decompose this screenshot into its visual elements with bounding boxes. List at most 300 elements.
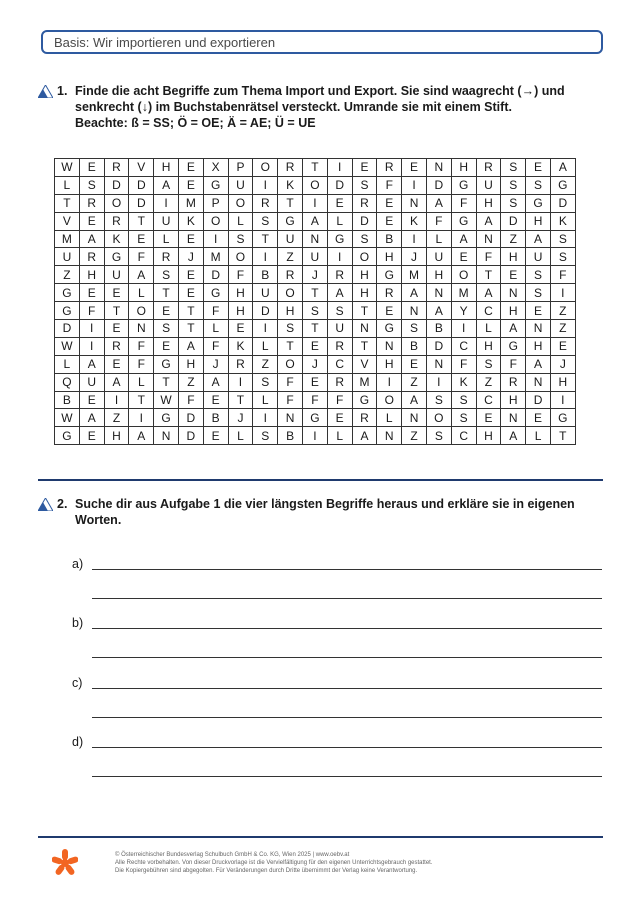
grid-cell[interactable]: N	[377, 427, 402, 445]
grid-cell[interactable]: E	[203, 427, 228, 445]
grid-cell[interactable]: H	[426, 266, 451, 284]
grid-cell[interactable]: S	[302, 302, 327, 320]
grid-cell[interactable]: J	[302, 355, 327, 373]
grid-cell[interactable]: R	[327, 266, 352, 284]
grid-cell[interactable]: Q	[55, 373, 80, 391]
grid-cell[interactable]: R	[476, 159, 501, 177]
grid-cell[interactable]: E	[104, 284, 129, 302]
grid-cell[interactable]: S	[550, 230, 575, 248]
grid-cell[interactable]: S	[501, 159, 526, 177]
grid-cell[interactable]: D	[55, 320, 80, 338]
grid-cell[interactable]: I	[154, 194, 179, 212]
grid-cell[interactable]: B	[377, 230, 402, 248]
grid-cell[interactable]: O	[426, 409, 451, 427]
grid-cell[interactable]: A	[426, 302, 451, 320]
grid-cell[interactable]: R	[79, 248, 104, 266]
grid-cell[interactable]: J	[178, 248, 203, 266]
grid-cell[interactable]: G	[154, 409, 179, 427]
grid-cell[interactable]: S	[402, 320, 427, 338]
grid-cell[interactable]: E	[203, 391, 228, 409]
grid-cell[interactable]: R	[377, 284, 402, 302]
grid-cell[interactable]: K	[104, 230, 129, 248]
grid-cell[interactable]: F	[476, 248, 501, 266]
grid-cell[interactable]: B	[278, 427, 303, 445]
grid-cell[interactable]: T	[352, 337, 377, 355]
grid-cell[interactable]: S	[352, 230, 377, 248]
grid-cell[interactable]: N	[278, 409, 303, 427]
grid-cell[interactable]: S	[154, 320, 179, 338]
grid-cell[interactable]: F	[203, 337, 228, 355]
grid-cell[interactable]: O	[228, 248, 253, 266]
grid-cell[interactable]: S	[526, 266, 551, 284]
grid-cell[interactable]: J	[228, 409, 253, 427]
grid-cell[interactable]: M	[402, 266, 427, 284]
grid-cell[interactable]: E	[129, 230, 154, 248]
writing-line[interactable]	[92, 569, 602, 570]
grid-cell[interactable]: N	[501, 409, 526, 427]
grid-cell[interactable]: A	[426, 194, 451, 212]
grid-cell[interactable]: E	[302, 337, 327, 355]
grid-cell[interactable]: A	[79, 409, 104, 427]
grid-cell[interactable]: P	[203, 194, 228, 212]
grid-cell[interactable]: D	[327, 176, 352, 194]
grid-cell[interactable]: K	[402, 212, 427, 230]
grid-cell[interactable]: E	[327, 194, 352, 212]
grid-cell[interactable]: N	[426, 355, 451, 373]
grid-cell[interactable]: I	[426, 373, 451, 391]
grid-cell[interactable]: S	[451, 409, 476, 427]
grid-cell[interactable]: E	[178, 176, 203, 194]
grid-cell[interactable]: T	[550, 427, 575, 445]
grid-cell[interactable]: O	[228, 194, 253, 212]
grid-cell[interactable]: Y	[451, 302, 476, 320]
grid-cell[interactable]: M	[178, 194, 203, 212]
grid-cell[interactable]: H	[377, 248, 402, 266]
grid-cell[interactable]: F	[451, 355, 476, 373]
grid-cell[interactable]: Z	[402, 427, 427, 445]
grid-cell[interactable]: S	[426, 427, 451, 445]
grid-cell[interactable]: C	[451, 337, 476, 355]
grid-cell[interactable]: K	[550, 212, 575, 230]
grid-cell[interactable]: I	[203, 230, 228, 248]
grid-cell[interactable]: E	[302, 373, 327, 391]
grid-cell[interactable]: C	[476, 391, 501, 409]
grid-cell[interactable]: O	[253, 159, 278, 177]
grid-cell[interactable]: G	[55, 427, 80, 445]
grid-cell[interactable]: T	[278, 194, 303, 212]
grid-cell[interactable]: H	[550, 373, 575, 391]
grid-cell[interactable]: T	[178, 302, 203, 320]
grid-cell[interactable]: H	[526, 212, 551, 230]
grid-cell[interactable]: R	[327, 337, 352, 355]
grid-cell[interactable]: C	[327, 355, 352, 373]
grid-cell[interactable]: N	[402, 194, 427, 212]
grid-cell[interactable]: E	[377, 302, 402, 320]
grid-cell[interactable]: R	[104, 212, 129, 230]
grid-cell[interactable]: J	[550, 355, 575, 373]
grid-cell[interactable]: Z	[501, 230, 526, 248]
grid-cell[interactable]: Z	[550, 320, 575, 338]
grid-cell[interactable]: F	[278, 391, 303, 409]
grid-cell[interactable]: S	[526, 284, 551, 302]
grid-cell[interactable]: F	[129, 355, 154, 373]
grid-cell[interactable]: I	[451, 320, 476, 338]
grid-cell[interactable]: L	[327, 212, 352, 230]
grid-cell[interactable]: F	[129, 337, 154, 355]
grid-cell[interactable]: G	[377, 266, 402, 284]
grid-cell[interactable]: A	[501, 427, 526, 445]
grid-cell[interactable]: A	[526, 230, 551, 248]
grid-cell[interactable]: E	[178, 266, 203, 284]
grid-cell[interactable]: F	[377, 176, 402, 194]
grid-cell[interactable]: F	[79, 302, 104, 320]
grid-cell[interactable]: R	[253, 194, 278, 212]
grid-cell[interactable]: I	[327, 159, 352, 177]
grid-cell[interactable]: G	[203, 176, 228, 194]
grid-cell[interactable]: G	[526, 194, 551, 212]
grid-cell[interactable]: K	[228, 337, 253, 355]
grid-cell[interactable]: E	[377, 194, 402, 212]
grid-cell[interactable]: N	[526, 320, 551, 338]
grid-cell[interactable]: L	[526, 427, 551, 445]
grid-cell[interactable]: G	[352, 391, 377, 409]
grid-cell[interactable]: R	[278, 266, 303, 284]
grid-cell[interactable]: I	[253, 176, 278, 194]
grid-cell[interactable]: D	[550, 194, 575, 212]
grid-cell[interactable]: H	[476, 194, 501, 212]
grid-cell[interactable]: G	[501, 337, 526, 355]
grid-cell[interactable]: N	[302, 230, 327, 248]
grid-cell[interactable]: I	[79, 320, 104, 338]
grid-cell[interactable]: S	[476, 355, 501, 373]
grid-cell[interactable]: X	[203, 159, 228, 177]
grid-cell[interactable]: H	[104, 427, 129, 445]
grid-cell[interactable]: U	[526, 248, 551, 266]
grid-cell[interactable]: U	[55, 248, 80, 266]
grid-cell[interactable]: N	[154, 427, 179, 445]
grid-cell[interactable]: A	[104, 373, 129, 391]
grid-cell[interactable]: O	[203, 212, 228, 230]
grid-cell[interactable]: H	[278, 302, 303, 320]
grid-cell[interactable]: G	[377, 320, 402, 338]
grid-cell[interactable]: D	[526, 391, 551, 409]
grid-cell[interactable]: W	[55, 409, 80, 427]
grid-cell[interactable]: O	[104, 194, 129, 212]
grid-cell[interactable]: E	[79, 391, 104, 409]
grid-cell[interactable]: I	[550, 391, 575, 409]
grid-cell[interactable]: A	[327, 284, 352, 302]
grid-cell[interactable]: Z	[278, 248, 303, 266]
writing-line[interactable]	[92, 688, 602, 689]
grid-cell[interactable]: R	[501, 373, 526, 391]
grid-cell[interactable]: T	[55, 194, 80, 212]
grid-cell[interactable]: D	[178, 409, 203, 427]
grid-cell[interactable]: I	[550, 284, 575, 302]
writing-line[interactable]	[92, 776, 602, 777]
grid-cell[interactable]: C	[451, 427, 476, 445]
grid-cell[interactable]: E	[178, 230, 203, 248]
grid-cell[interactable]: S	[228, 230, 253, 248]
grid-cell[interactable]: A	[203, 373, 228, 391]
grid-cell[interactable]: S	[253, 427, 278, 445]
grid-cell[interactable]: T	[154, 373, 179, 391]
grid-cell[interactable]: D	[352, 212, 377, 230]
grid-cell[interactable]: A	[451, 230, 476, 248]
grid-cell[interactable]: T	[104, 302, 129, 320]
grid-cell[interactable]: U	[104, 266, 129, 284]
grid-cell[interactable]: L	[203, 320, 228, 338]
grid-cell[interactable]: F	[302, 391, 327, 409]
grid-cell[interactable]: Z	[476, 373, 501, 391]
grid-cell[interactable]: I	[302, 427, 327, 445]
grid-cell[interactable]: D	[501, 212, 526, 230]
grid-cell[interactable]: D	[178, 427, 203, 445]
grid-cell[interactable]: H	[501, 248, 526, 266]
grid-cell[interactable]: T	[476, 266, 501, 284]
grid-cell[interactable]: S	[501, 176, 526, 194]
grid-cell[interactable]: G	[203, 284, 228, 302]
grid-cell[interactable]: I	[402, 176, 427, 194]
grid-cell[interactable]: L	[154, 230, 179, 248]
grid-cell[interactable]: U	[426, 248, 451, 266]
grid-cell[interactable]: E	[526, 302, 551, 320]
grid-cell[interactable]: E	[104, 355, 129, 373]
grid-cell[interactable]: I	[377, 373, 402, 391]
grid-cell[interactable]: T	[302, 284, 327, 302]
writing-line[interactable]	[92, 628, 602, 629]
grid-cell[interactable]: R	[154, 248, 179, 266]
grid-cell[interactable]: N	[129, 320, 154, 338]
grid-cell[interactable]: A	[79, 230, 104, 248]
grid-cell[interactable]: S	[501, 194, 526, 212]
grid-cell[interactable]: U	[79, 373, 104, 391]
grid-cell[interactable]: T	[302, 320, 327, 338]
grid-cell[interactable]: N	[377, 337, 402, 355]
grid-cell[interactable]: C	[476, 302, 501, 320]
grid-cell[interactable]: D	[426, 337, 451, 355]
grid-cell[interactable]: E	[526, 159, 551, 177]
grid-cell[interactable]: F	[278, 373, 303, 391]
grid-cell[interactable]: A	[402, 391, 427, 409]
grid-cell[interactable]: A	[178, 337, 203, 355]
grid-cell[interactable]: V	[55, 212, 80, 230]
grid-cell[interactable]: L	[55, 355, 80, 373]
grid-cell[interactable]: E	[79, 212, 104, 230]
grid-cell[interactable]: K	[451, 373, 476, 391]
grid-cell[interactable]: S	[278, 320, 303, 338]
grid-cell[interactable]: S	[352, 176, 377, 194]
grid-cell[interactable]: N	[352, 320, 377, 338]
grid-cell[interactable]: G	[302, 409, 327, 427]
writing-line[interactable]	[92, 747, 602, 748]
grid-cell[interactable]: G	[104, 248, 129, 266]
grid-cell[interactable]: B	[402, 337, 427, 355]
grid-cell[interactable]: H	[501, 391, 526, 409]
grid-cell[interactable]: O	[377, 391, 402, 409]
grid-cell[interactable]: G	[451, 176, 476, 194]
grid-cell[interactable]: E	[79, 427, 104, 445]
grid-cell[interactable]: W	[55, 159, 80, 177]
grid-cell[interactable]: E	[79, 159, 104, 177]
grid-cell[interactable]: Z	[55, 266, 80, 284]
grid-cell[interactable]: S	[253, 373, 278, 391]
grid-cell[interactable]: S	[327, 302, 352, 320]
grid-cell[interactable]: H	[154, 159, 179, 177]
grid-cell[interactable]: T	[178, 320, 203, 338]
grid-cell[interactable]: A	[476, 284, 501, 302]
grid-cell[interactable]: S	[550, 248, 575, 266]
grid-cell[interactable]: J	[302, 266, 327, 284]
grid-cell[interactable]: I	[253, 320, 278, 338]
grid-cell[interactable]: A	[501, 320, 526, 338]
grid-cell[interactable]: A	[79, 355, 104, 373]
grid-cell[interactable]: I	[327, 248, 352, 266]
grid-cell[interactable]: D	[129, 194, 154, 212]
grid-cell[interactable]: L	[129, 373, 154, 391]
grid-cell[interactable]: Z	[550, 302, 575, 320]
grid-cell[interactable]: D	[104, 176, 129, 194]
grid-cell[interactable]: S	[154, 266, 179, 284]
grid-cell[interactable]: L	[253, 337, 278, 355]
grid-cell[interactable]: T	[129, 212, 154, 230]
grid-cell[interactable]: E	[402, 355, 427, 373]
grid-cell[interactable]: U	[228, 176, 253, 194]
grid-cell[interactable]: D	[253, 302, 278, 320]
grid-cell[interactable]: I	[129, 409, 154, 427]
grid-cell[interactable]: L	[327, 427, 352, 445]
writing-line[interactable]	[92, 598, 602, 599]
grid-cell[interactable]: S	[426, 391, 451, 409]
grid-cell[interactable]: H	[228, 302, 253, 320]
grid-cell[interactable]: R	[228, 355, 253, 373]
grid-cell[interactable]: F	[203, 302, 228, 320]
grid-cell[interactable]: H	[526, 337, 551, 355]
grid-cell[interactable]: S	[451, 391, 476, 409]
grid-cell[interactable]: I	[302, 194, 327, 212]
grid-cell[interactable]: K	[278, 176, 303, 194]
grid-cell[interactable]: H	[501, 302, 526, 320]
grid-cell[interactable]: E	[476, 409, 501, 427]
grid-cell[interactable]: Z	[104, 409, 129, 427]
grid-cell[interactable]: F	[228, 266, 253, 284]
grid-cell[interactable]: Z	[253, 355, 278, 373]
grid-cell[interactable]: G	[278, 212, 303, 230]
grid-cell[interactable]: L	[228, 427, 253, 445]
grid-cell[interactable]: M	[451, 284, 476, 302]
grid-cell[interactable]: D	[426, 176, 451, 194]
grid-cell[interactable]: T	[278, 337, 303, 355]
grid-cell[interactable]: H	[228, 284, 253, 302]
grid-cell[interactable]: U	[278, 230, 303, 248]
grid-cell[interactable]: K	[178, 212, 203, 230]
grid-cell[interactable]: U	[327, 320, 352, 338]
grid-cell[interactable]: I	[402, 230, 427, 248]
grid-cell[interactable]: B	[203, 409, 228, 427]
grid-cell[interactable]: E	[228, 320, 253, 338]
grid-cell[interactable]: G	[327, 230, 352, 248]
grid-cell[interactable]: B	[426, 320, 451, 338]
grid-cell[interactable]: D	[129, 176, 154, 194]
grid-cell[interactable]: R	[79, 194, 104, 212]
grid-cell[interactable]: R	[352, 194, 377, 212]
grid-cell[interactable]: N	[501, 284, 526, 302]
grid-cell[interactable]: E	[451, 248, 476, 266]
grid-cell[interactable]: L	[129, 284, 154, 302]
grid-cell[interactable]: A	[352, 427, 377, 445]
grid-cell[interactable]: E	[154, 302, 179, 320]
grid-cell[interactable]: U	[253, 284, 278, 302]
writing-line[interactable]	[92, 717, 602, 718]
grid-cell[interactable]: I	[104, 391, 129, 409]
grid-cell[interactable]: N	[402, 302, 427, 320]
grid-cell[interactable]: H	[352, 266, 377, 284]
grid-cell[interactable]: E	[327, 409, 352, 427]
grid-cell[interactable]: H	[377, 355, 402, 373]
grid-cell[interactable]: O	[278, 355, 303, 373]
grid-cell[interactable]: G	[451, 212, 476, 230]
grid-cell[interactable]: E	[526, 409, 551, 427]
grid-cell[interactable]: D	[203, 266, 228, 284]
grid-cell[interactable]: V	[352, 355, 377, 373]
grid-cell[interactable]: I	[228, 373, 253, 391]
grid-cell[interactable]: N	[426, 284, 451, 302]
grid-cell[interactable]: R	[377, 159, 402, 177]
grid-cell[interactable]: O	[451, 266, 476, 284]
grid-cell[interactable]: A	[154, 176, 179, 194]
grid-cell[interactable]: F	[451, 194, 476, 212]
grid-cell[interactable]: E	[79, 284, 104, 302]
grid-cell[interactable]: E	[178, 284, 203, 302]
grid-cell[interactable]: O	[129, 302, 154, 320]
grid-cell[interactable]: I	[253, 248, 278, 266]
grid-cell[interactable]: A	[302, 212, 327, 230]
grid-cell[interactable]: F	[550, 266, 575, 284]
grid-cell[interactable]: F	[426, 212, 451, 230]
grid-cell[interactable]: N	[402, 409, 427, 427]
grid-cell[interactable]: A	[526, 355, 551, 373]
grid-cell[interactable]: G	[154, 355, 179, 373]
grid-cell[interactable]: S	[79, 176, 104, 194]
grid-cell[interactable]: S	[526, 176, 551, 194]
grid-cell[interactable]: T	[228, 391, 253, 409]
grid-cell[interactable]: A	[129, 266, 154, 284]
grid-cell[interactable]: G	[550, 409, 575, 427]
grid-cell[interactable]: G	[550, 176, 575, 194]
grid-cell[interactable]: G	[55, 284, 80, 302]
grid-cell[interactable]: V	[129, 159, 154, 177]
grid-cell[interactable]: E	[154, 337, 179, 355]
grid-cell[interactable]: R	[104, 159, 129, 177]
grid-cell[interactable]: H	[476, 427, 501, 445]
grid-cell[interactable]: U	[154, 212, 179, 230]
grid-cell[interactable]: Z	[178, 373, 203, 391]
grid-cell[interactable]: J	[203, 355, 228, 373]
grid-cell[interactable]: T	[302, 159, 327, 177]
grid-cell[interactable]: F	[327, 391, 352, 409]
grid-cell[interactable]: F	[129, 248, 154, 266]
grid-cell[interactable]: H	[352, 284, 377, 302]
grid-cell[interactable]: A	[402, 284, 427, 302]
grid-cell[interactable]: B	[55, 391, 80, 409]
grid-cell[interactable]: I	[253, 409, 278, 427]
grid-cell[interactable]: M	[55, 230, 80, 248]
grid-cell[interactable]: L	[55, 176, 80, 194]
grid-cell[interactable]: A	[550, 159, 575, 177]
grid-cell[interactable]: E	[352, 159, 377, 177]
grid-cell[interactable]: H	[178, 355, 203, 373]
grid-cell[interactable]: F	[178, 391, 203, 409]
grid-cell[interactable]: R	[352, 409, 377, 427]
